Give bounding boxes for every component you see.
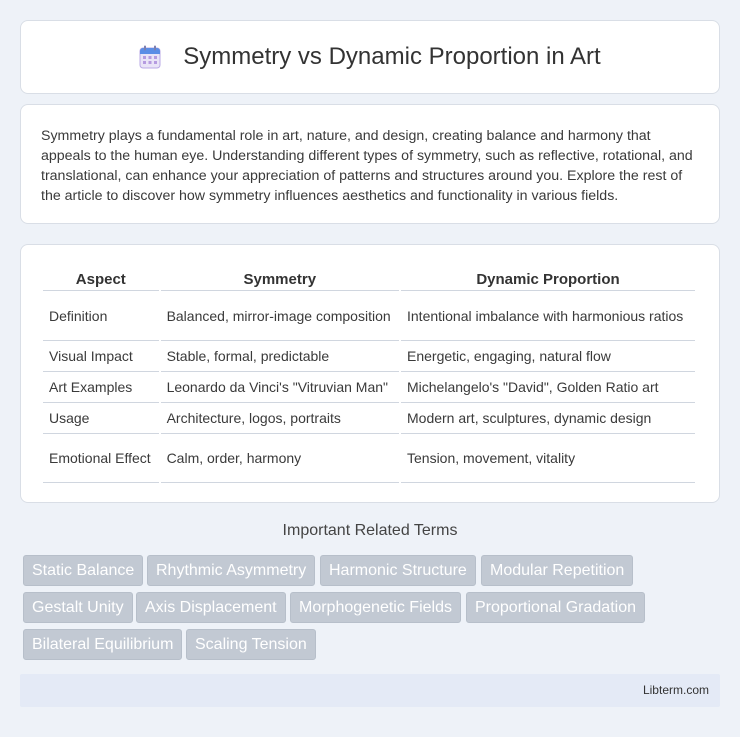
title-card <box>20 20 720 94</box>
table-cell: Visual Impact <box>43 341 159 372</box>
table-row <box>43 341 695 372</box>
table-row <box>43 403 695 434</box>
table-cell: Art Examples <box>43 372 159 403</box>
related-term-tag[interactable]: Gestalt Unity <box>23 592 133 623</box>
related-term-tag[interactable]: Modular Repetition <box>481 555 633 586</box>
table-cell: Michelangelo's "David", Golden Ratio art <box>401 372 695 403</box>
table-cell: Architecture, logos, portraits <box>161 403 399 434</box>
table-row <box>43 291 695 341</box>
table-cell: Definition <box>43 291 159 341</box>
related-terms-heading: Important Related Terms <box>282 522 458 539</box>
comparison-table <box>41 265 697 483</box>
table-cell: Calm, order, harmony <box>161 434 399 483</box>
table-cell: Stable, formal, predictable <box>161 341 399 372</box>
comparison-table-card <box>20 244 720 503</box>
page-title: Symmetry vs Dynamic Proportion in Art <box>183 43 601 70</box>
related-term-tag[interactable]: Harmonic Structure <box>320 555 476 586</box>
related-term-tag[interactable]: Rhythmic Asymmetry <box>147 555 315 586</box>
table-cell: Emotional Effect <box>43 434 159 483</box>
related-term-tag[interactable]: Scaling Tension <box>186 629 316 660</box>
related-term-tag[interactable]: Morphogenetic Fields <box>290 592 461 623</box>
table-row <box>43 372 695 403</box>
related-term-tag[interactable]: Static Balance <box>23 555 143 586</box>
table-row <box>43 434 695 483</box>
table-cell: Modern art, sculptures, dynamic design <box>401 403 695 434</box>
related-term-tag[interactable]: Axis Displacement <box>136 592 286 623</box>
table-cell: Energetic, engaging, natural flow <box>401 341 695 372</box>
related-term-tag[interactable]: Proportional Gradation <box>466 592 645 623</box>
footer-bar <box>20 674 720 707</box>
table-cell: Tension, movement, vitality <box>401 434 695 483</box>
table-cell: Usage <box>43 403 159 434</box>
column-header-symmetry: Symmetry <box>161 265 399 291</box>
table-cell: Intentional imbalance with harmonious ratios <box>401 291 695 341</box>
intro-card <box>20 104 720 224</box>
column-header-aspect: Aspect <box>43 265 159 291</box>
intro-text: Symmetry plays a fundamental role in art, nature, and design, creating balance and harmony that appeals to the human eye. Understanding different types of symmetry, such as reflective, rotational, and translational, can enhance your appreciation of patterns and structures around you. Explore the rest of the article to discover how symmetry influences aesthetics and functionality in various fields. <box>41 128 693 204</box>
calendar-icon <box>139 45 161 69</box>
table-cell: Balanced, mirror-image composition <box>161 291 399 341</box>
table-cell: Leonardo da Vinci's "Vitruvian Man" <box>161 372 399 403</box>
footer-brand[interactable]: Libterm.com <box>642 683 709 697</box>
related-term-tag[interactable]: Bilateral Equilibrium <box>23 629 182 660</box>
table-header-row <box>43 265 695 291</box>
column-header-dynamic-proportion: Dynamic Proportion <box>401 265 695 291</box>
